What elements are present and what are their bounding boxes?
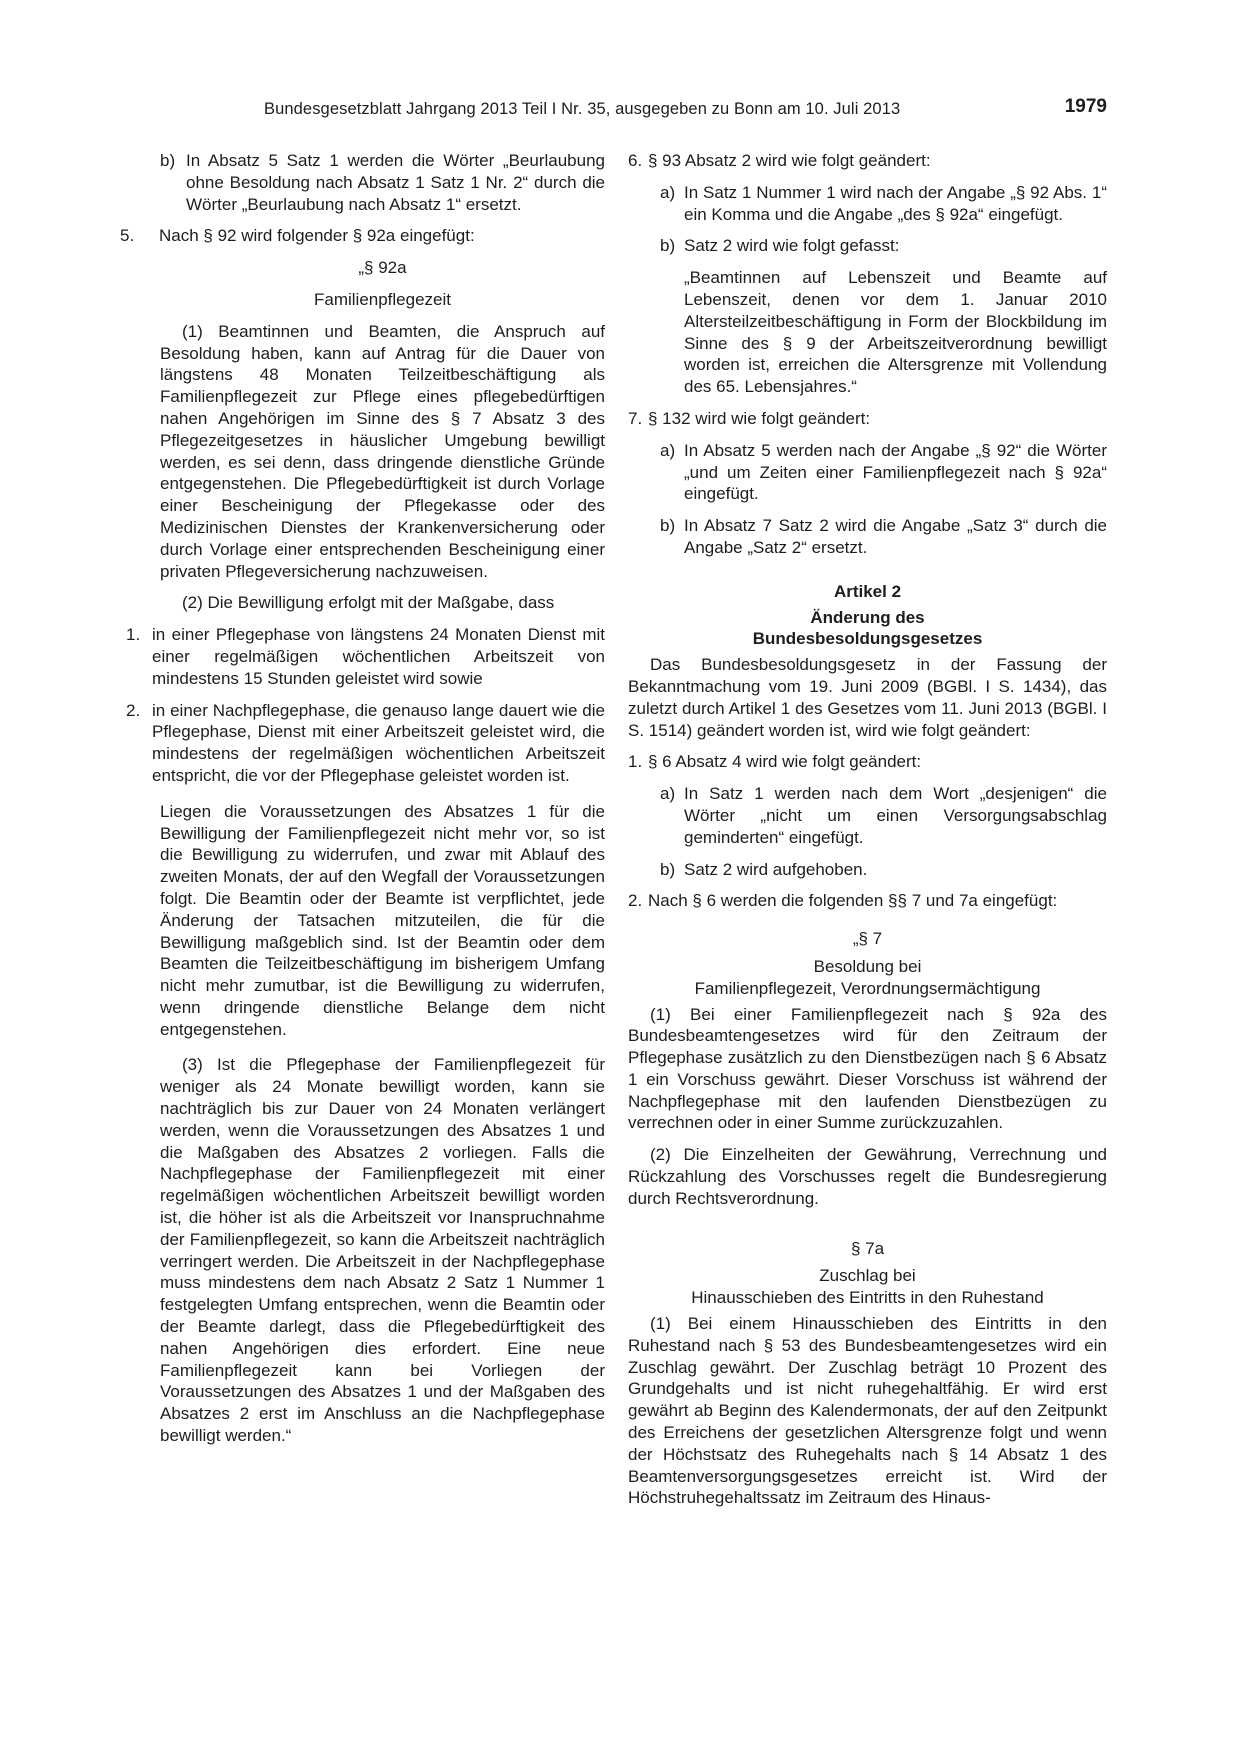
section-title-92a: Familienpflegezeit	[313, 289, 451, 309]
list-item-b	[160, 150, 605, 215]
list-item-a2	[628, 890, 1107, 912]
paragraph-1: (1) Beamtinnen und Beamten, die Anspruch auf Besoldung haben, kann auf Antrag für die Dauer von längstens 48 Monaten Teilzeitbeschäftigung als Familienpflegezeit zur Pflege eines pflegebedürftigen nahen Angehörigen im Sinne des § 7 Absatz 3 des Pflegezeitgesetzes in häuslicher Umgebung bewilligt werden, es sei denn, dass dringende dienstliche Gründe entgegenstehen. Die Pflegebedürftigkeit ist durch Vorlage einer Bescheinigung der Pflegekasse oder des Medizinischen Dienstes der Krankenversicherung oder durch Vorlage einer entsprechenden Bescheinigung einer privaten Pflegeversicherung nachzuweisen.	[160, 321, 605, 581]
item-text: Satz 2 wird wie folgt gefasst:	[684, 236, 900, 256]
list-item-6a	[660, 182, 1107, 226]
item-marker: 1.	[628, 752, 643, 772]
item-marker: b)	[660, 236, 676, 256]
item-marker: 6.	[628, 151, 643, 170]
page-header	[160, 96, 1107, 124]
list-item-7a	[660, 440, 1107, 505]
item-marker: b)	[160, 151, 176, 170]
item-text: Nach § 6 werden die folgenden §§ 7 und 7a eingefügt:	[648, 891, 1058, 911]
list-item-a1	[628, 751, 1107, 773]
article-intro: Das Bundesbesoldungsgesetz in der Fassung der Bekanntmachung vom 19. Juni 2009 (BGBl. I S. 1434), das zuletzt durch Artikel 1 des Gesetzes vom 11. Juni 2013 (BGBl. I S. 1514) geändert worden ist, wird wie folgt geändert:	[628, 655, 1107, 740]
section-heading-7a: § 7a	[850, 1238, 885, 1258]
item-marker: b)	[660, 516, 676, 536]
item-marker: 2.	[126, 700, 141, 720]
page-number: 1979	[1064, 96, 1107, 117]
publication-title: Bundesgesetzblatt Jahrgang 2013 Teil I Nr. 35, ausgegeben zu Bonn am 10. Juli 2013	[264, 100, 901, 118]
item-text: § 6 Absatz 4 wird wie folgt geändert:	[648, 752, 922, 772]
item-text: In Absatz 5 Satz 1 werden die Wörter „Beurlaubung ohne Besoldung nach Absatz 1 Satz 1 Nr. 2“ durch die Wörter „Beurlaubung nach Absatz 1“ ersetzt.	[186, 151, 605, 214]
item-marker: a)	[660, 440, 676, 460]
list-item-a1b	[660, 859, 1107, 881]
section-heading-92a: „§ 92a	[358, 258, 407, 278]
item-text: In Satz 1 werden nach dem Wort „desjenigen“ die Wörter „nicht um einen Versorgungsabschlag geminderten“ eingefügt.	[684, 784, 1107, 847]
paragraph-3: (3) Ist die Pflegephase der Familienpflegezeit für weniger als 24 Monate bewilligt worden, kann sie nachträglich bis zur Dauer von 24 Monaten verlängert werden, wenn die Voraussetzungen des Absatzes 1 und die Maßgaben des Absatzes 2 vorliegen. Falls die Nachpflegephase der Familienpflegezeit mit einer regelmäßigen wöchentlichen Arbeitszeit bewilligt worden ist, die höher ist als die Arbeitszeit vor Inanspruchnahme der Familienpflegezeit, so kann die Arbeitszeit nachträglich verringert werden. Die Arbeitszeit in der Nachpflegephase muss mindestens dem nach Absatz 2 Satz 1 Nummer 1 festgelegten Umfang entsprechen, wenn die Beamtin oder der Beamte darlegt, dass die Pflegebedürftigkeit des nahen Angehörigen dies erfordert. Eine neue Familienpflegezeit kann bei Vorliegen der Voraussetzungen des Absatzes 1 und der Maßgaben des Absatzes 2 erst im Anschluss an die Nachpflegephase bewilligt werden.“	[160, 1055, 605, 1446]
list-item-7b	[660, 515, 1107, 559]
list-item-2-2	[126, 700, 605, 787]
sec7a-paragraph-1: (1) Bei einem Hinausschieben des Eintritts in den Ruhestand nach § 53 des Bundesbeamtengesetzes wird ein Zuschlag gewährt. Der Zuschlag beträgt 10 Prozent des Grundgehalts und ist nicht ruhegehaltfähig. Er wird erst gewährt ab Beginn des Kalendermonats, der auf den Zeitpunkt des Erreichens der gesetzlichen Altersgrenze folgt und wenn der Höchstsatz des Ruhegehalts nach § 14 Absatz 1 des Beamtenversorgungsgesetzes erreicht ist. Wird der Höchstruhegehaltssatz im Zeitraum des Hinaus-	[628, 1314, 1107, 1508]
item-marker: 7.	[628, 408, 643, 428]
article-title-line-1: Änderung des	[810, 607, 925, 627]
section-title-7a-line-2: Hinausschieben des Eintritts in den Ruhestand	[691, 1288, 1044, 1308]
item-text: Satz 2 wird aufgehoben.	[684, 859, 868, 879]
paragraph-2: (2) Die Bewilligung erfolgt mit der Maßgabe, dass	[182, 593, 555, 613]
item-text: In Absatz 5 werden nach der Angabe „§ 92“ die Wörter „und um Zeiten einer Familienpflegezeit nach § 92a“ eingefügt.	[684, 440, 1107, 504]
left-column	[120, 150, 605, 1447]
section-heading-7: „§ 7	[852, 929, 883, 949]
section-title-7a-line-1: Zuschlag bei	[819, 1266, 916, 1286]
item-text: In Satz 1 Nummer 1 wird nach der Angabe „§ 92 Abs. 1“ ein Komma und die Angabe „des § 92a“ eingefügt.	[684, 182, 1107, 224]
section-title-7-line-1: Besoldung bei	[813, 956, 922, 976]
sec7-paragraph-1: (1) Bei einer Familienpflegezeit nach § 92a des Bundesbeamtengesetzes wird für den Zeitraum der Pflegephase zusätzlich zu den Dienstbezügen nach § 6 Absatz 1 ein Vorschuss gewährt. Dieser Vorschuss ist während der Nachpflegephase mit den laufenden Dienstbezügen zu verrechnen oder in einer Summe zurückzuzahlen.	[628, 1004, 1107, 1133]
item-marker: 2.	[628, 891, 643, 911]
list-item-6b	[660, 235, 1107, 257]
list-item-a1a	[660, 783, 1107, 848]
list-item-6	[628, 150, 1107, 172]
item-marker: 5.	[120, 226, 135, 246]
item-text: In Absatz 7 Satz 2 wird die Angabe „Satz 3“ durch die Angabe „Satz 2“ ersetzt.	[684, 516, 1107, 557]
list-item-5	[120, 225, 605, 247]
list-item-2-1	[126, 624, 605, 689]
list-item-7	[628, 408, 1107, 430]
item-marker: a)	[660, 784, 676, 804]
item-text: § 132 wird wie folgt geändert:	[648, 408, 871, 428]
article-title-line-2: Bundesbesoldungsgesetzes	[752, 629, 983, 649]
item-text: Nach § 92 wird folgender § 92a eingefügt:	[159, 226, 475, 246]
right-column	[628, 150, 1107, 1509]
quote-block: „Beamtinnen auf Lebenszeit und Beamte auf Lebenszeit, denen vor dem 1. Januar 2010 Altersteilzeitbeschäftigung in Form der Blockbildung im Sinne des § 9 der Arbeitszeitverordnung bewilligt worden ist, erreichen die Altersgrenze mit Vollendung des 65. Lebensjahres.“	[684, 268, 1107, 397]
sec7-paragraph-2: (2) Die Einzelheiten der Gewährung, Verrechnung und Rückzahlung des Vorschusses regelt die Bundesregierung durch Rechtsverordnung.	[628, 1145, 1107, 1208]
paragraph-2-tail: Liegen die Voraussetzungen des Absatzes 1 für die Bewilligung der Familienpflegezeit nicht mehr vor, so ist die Bewilligung zu widerrufen, und zwar mit Ablauf des zweiten Monats, der auf den Wegfall der Voraussetzungen folgt. Die Beamtin oder der Beamte ist verpflichtet, jede Änderung der Tatsachen mitzuteilen, die für die Bewilligung maßgeblich sind. Ist der Beamtin oder dem Beamten die Teilzeitbeschäftigung im bisherigem Umfang nicht mehr zumutbar, ist die Bewilligung zu widerrufen, wenn dringende dienstliche Belange dem nicht entgegenstehen.	[160, 801, 605, 1039]
article-heading: Artikel 2	[833, 581, 902, 601]
section-title-7-line-2: Familienpflegezeit, Verordnungsermächtigung	[694, 978, 1041, 998]
item-marker: 1.	[126, 625, 141, 645]
item-text: in einer Nachpflegephase, die genauso lange dauert wie die Pflegephase, Dienst mit einer Arbeitszeit geleistet wird, die mindestens der regelmäßigen wöchentlichen Arbeitszeit entspricht, die vor der Pflegephase geleistet worden ist.	[152, 700, 605, 785]
item-text: in einer Pflegephase von längstens 24 Monaten Dienst mit einer regelmäßigen wöchentlichen Arbeitszeit von mindestens 15 Stunden geleistet wird sowie	[152, 625, 605, 688]
item-marker: b)	[660, 859, 676, 879]
item-marker: a)	[660, 182, 676, 202]
item-text: § 93 Absatz 2 wird wie folgt geändert:	[648, 151, 931, 170]
